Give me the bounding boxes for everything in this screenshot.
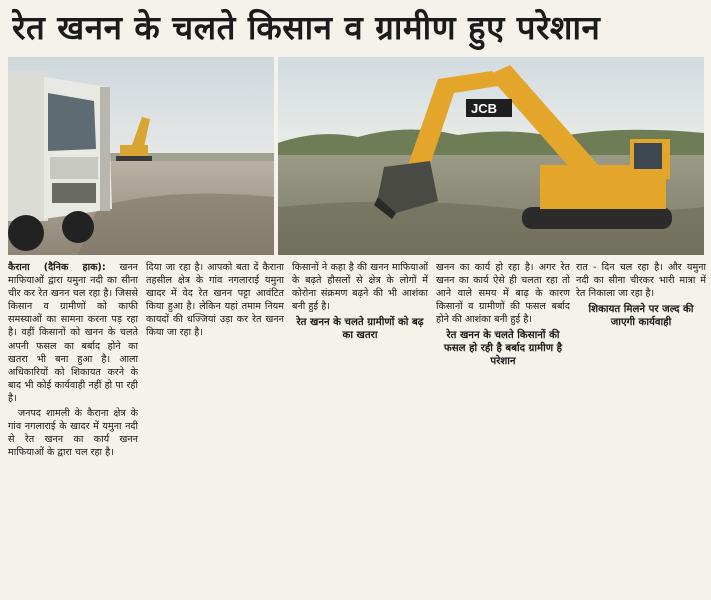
subheading: रेत खनन के चलते ग्रामीणों को बढ़ का खतरा [296, 317, 424, 342]
excavator-photo [278, 57, 704, 255]
photo-strip [8, 57, 704, 255]
column-5 [576, 261, 706, 597]
excavator-photo-graphic [278, 57, 704, 255]
paragraph: दिया जा रहा है। आपको बता दें कैराना तहसील क्षेत्र के गांव नगलाराई यमुना खादर में वेद रेत खनन पट्टा आवंटित किया हुआ है। लेकिन यहां तमाम नियम कायदों की धज्जियां उड़ा कर रेत खनन किया जा रहा है। [146, 262, 284, 339]
dateline: कैराना (दैनिक हाक): [8, 262, 106, 273]
truck-photo [8, 57, 274, 255]
paragraph-text: खनन माफियाओं द्वारा यमुना नदी का सीना चीर कर रेत खनन चल रहा है। जिससे किसान व ग्रामीणों को काफी समस्याओं का सामना करना पड़ रहा है। वहीं किसानों को खनन के चलते अपनी फसल का बर्बाद होने का खतरा भी बना हुआ है। आला अधिकारियों को शिकायत करने के बाद भी कोई कार्यवाही नहीं हो पा रही है। [8, 262, 138, 404]
paragraph [8, 261, 138, 405]
column-1 [8, 261, 138, 597]
paragraph: रात - दिन चल रहा है। और यमुना नदी का सीना चीरकर भारी मात्रा में रेत निकाला जा रहा है। [576, 262, 706, 300]
paragraph: किसानों ने कहा है की खनन माफियाओं के बढ़ते हौसलों से क्षेत्र के लोगों में कोरोना संक्रमण बढ़ने की भी आशंका बनी हुई है। [292, 262, 428, 313]
column-4 [436, 261, 570, 597]
jcb-logo-text: JCB [471, 101, 498, 116]
column-2 [146, 261, 284, 597]
article-body [8, 261, 706, 597]
subheading: रेत खनन के चलते किसानों की फसल हो रही है बर्बाद ग्रामीण है परेशान [443, 330, 563, 368]
paragraph: खनन का कार्य हो रहा है। अगर रेत खनन का कार्य ऐसे ही चलता रहा तो आने वाले समय में बाढ़ के कारण किसानों व ग्रामीणों की फसल बर्बाद होने की आशंका बनी हुई है। [436, 262, 570, 326]
subheading: शिकायत मिलने पर जल्द की जाएगी कार्यवाही [588, 304, 694, 329]
truck-photo-graphic [8, 57, 274, 255]
headline: रेत खनन के चलते किसान व ग्रामीण हुए परेशान [12, 8, 601, 47]
column-3 [292, 261, 428, 597]
paragraph: जनपद शामली के कैराना क्षेत्र के गांव नगलाराई के खादर में यमुना नदी से रेत खनन का कार्य खनन माफियाओं के द्वारा चल रहा है। [8, 408, 138, 459]
